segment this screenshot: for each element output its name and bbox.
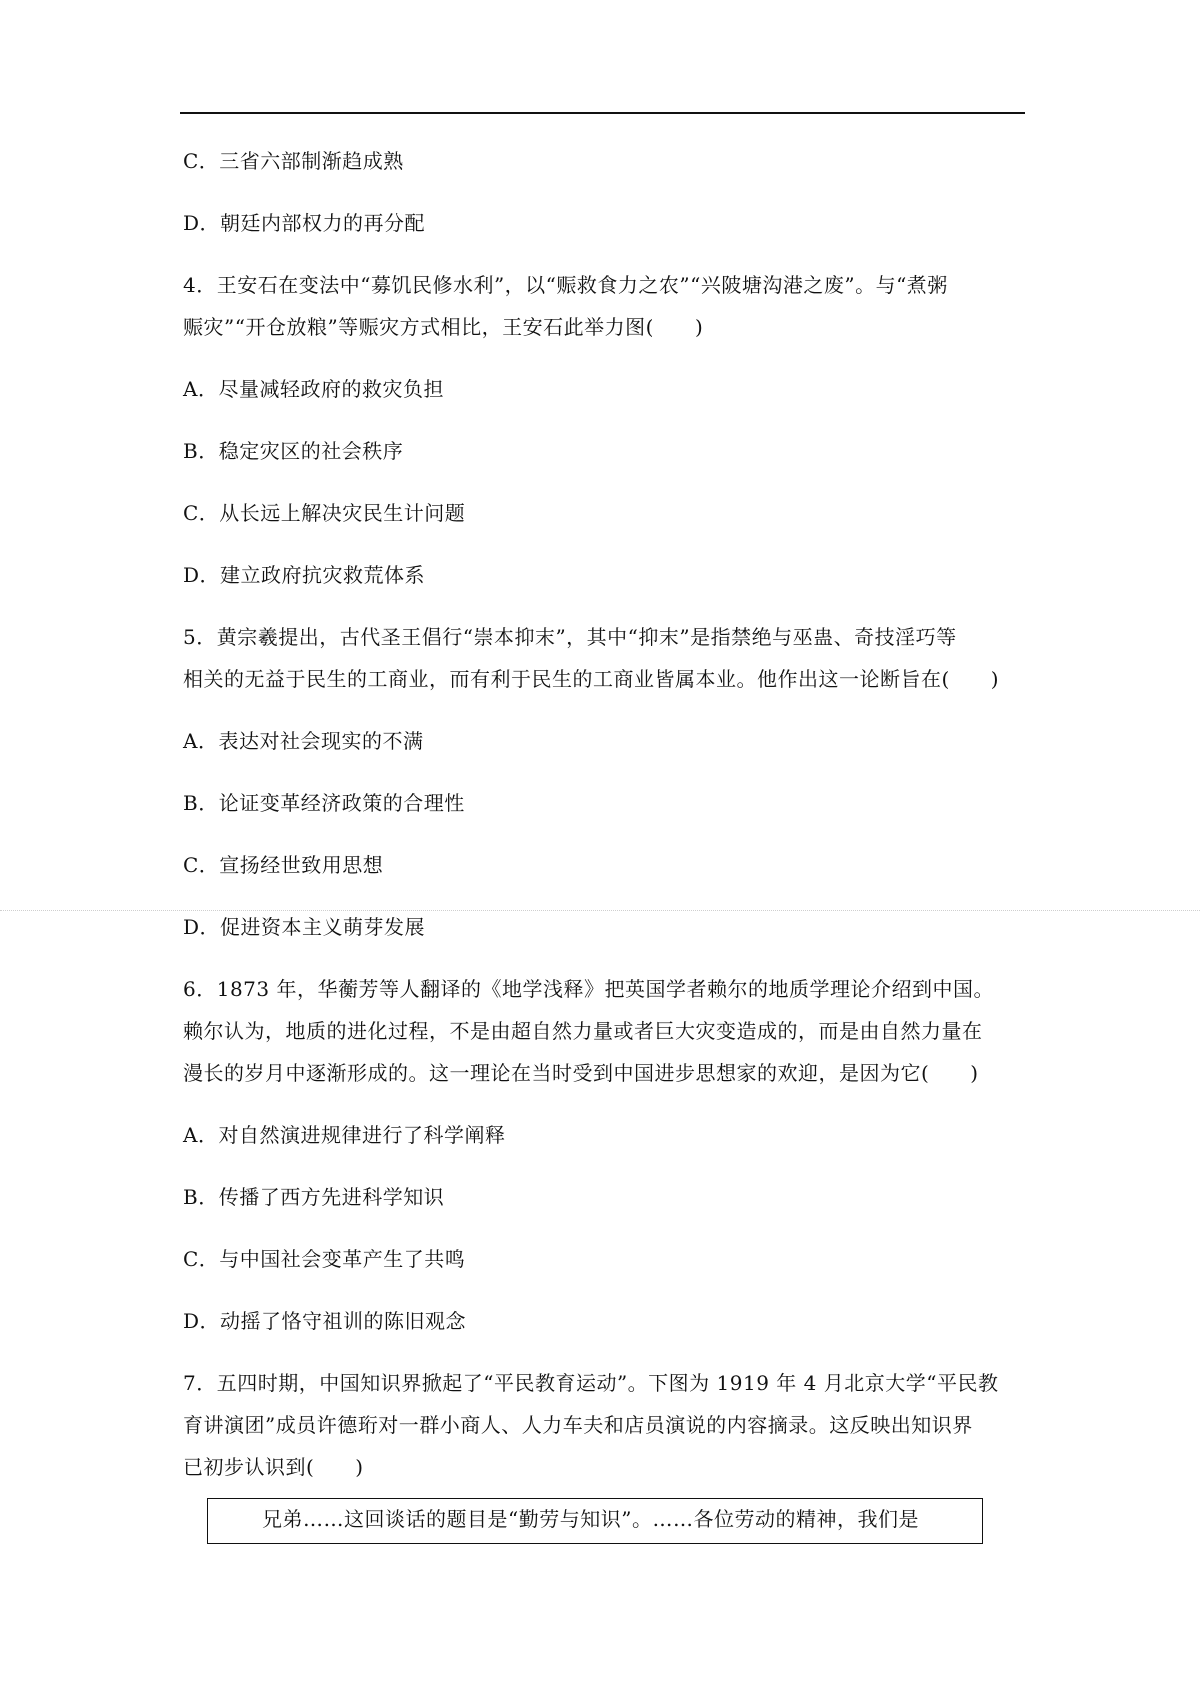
q4-option-d[interactable]: D．建立政府抗灾救荒体系 bbox=[183, 563, 426, 587]
q7-stem-line-3: 已初步认识到( ) bbox=[183, 1455, 364, 1479]
q3-option-c[interactable]: C．三省六部制渐趋成熟 bbox=[183, 149, 404, 173]
q6-stem-line-1: 6．1873 年，华蘅芳等人翻译的《地学浅释》把英国学者赖尔的地质学理论介绍到中国。 bbox=[183, 977, 994, 1001]
q3-option-d[interactable]: D．朝廷内部权力的再分配 bbox=[183, 211, 426, 235]
q5-option-c[interactable]: C．宣扬经世致用思想 bbox=[183, 853, 384, 877]
q7-quote-text: 兄弟……这回谈话的题目是“勤劳与知识”。……各位劳动的精神，我们是 bbox=[262, 1507, 919, 1531]
q4-stem-line-2: 赈灾”“开仓放粮”等赈灾方式相比，王安石此举力图( ) bbox=[183, 315, 704, 339]
q5-stem-line-2: 相关的无益于民生的工商业，而有利于民生的工商业皆属本业。他作出这一论断旨在( ) bbox=[183, 667, 1000, 691]
q7-stem-line-2: 育讲演团”成员许德珩对一群小商人、人力车夫和店员演说的内容摘录。这反映出知识界 bbox=[183, 1413, 973, 1437]
q6-option-d[interactable]: D．动摇了恪守祖训的陈旧观念 bbox=[183, 1309, 467, 1333]
q6-stem-line-3: 漫长的岁月中逐渐形成的。这一理论在当时受到中国进步思想家的欢迎，是因为它( ) bbox=[183, 1061, 979, 1085]
q4-option-c[interactable]: C．从长远上解决灾民生计问题 bbox=[183, 501, 466, 525]
q4-option-a[interactable]: A．尽量减轻政府的救灾负担 bbox=[183, 377, 444, 401]
q6-stem-line-2: 赖尔认为，地质的进化过程，不是由超自然力量或者巨大灾变造成的，而是由自然力量在 bbox=[183, 1019, 983, 1043]
q6-option-a[interactable]: A．对自然演进规律进行了科学阐释 bbox=[183, 1123, 506, 1147]
q5-option-d[interactable]: D．促进资本主义萌芽发展 bbox=[183, 915, 426, 939]
page-break-divider bbox=[0, 910, 1200, 911]
q7-quote-box bbox=[207, 1498, 983, 1544]
q6-option-b[interactable]: B．传播了西方先进科学知识 bbox=[183, 1185, 445, 1209]
q6-option-c[interactable]: C．与中国社会变革产生了共鸣 bbox=[183, 1247, 466, 1271]
q5-option-a[interactable]: A．表达对社会现实的不满 bbox=[183, 729, 424, 753]
q4-stem-line-1: 4．王安石在变法中“募饥民修水利”，以“赈救食力之农”“兴陂塘沟港之废”。与“煮粥 bbox=[183, 273, 948, 297]
q5-stem-line-1: 5．黄宗羲提出，古代圣王倡行“崇本抑末”，其中“抑末”是指禁绝与巫蛊、奇技淫巧等 bbox=[183, 625, 957, 649]
header-rule bbox=[180, 112, 1025, 114]
q4-option-b[interactable]: B．稳定灾区的社会秩序 bbox=[183, 439, 404, 463]
q5-option-b[interactable]: B．论证变革经济政策的合理性 bbox=[183, 791, 465, 815]
q7-stem-line-1: 7．五四时期，中国知识界掀起了“平民教育运动”。下图为 1919 年 4 月北京大学“平民教 bbox=[183, 1371, 999, 1395]
